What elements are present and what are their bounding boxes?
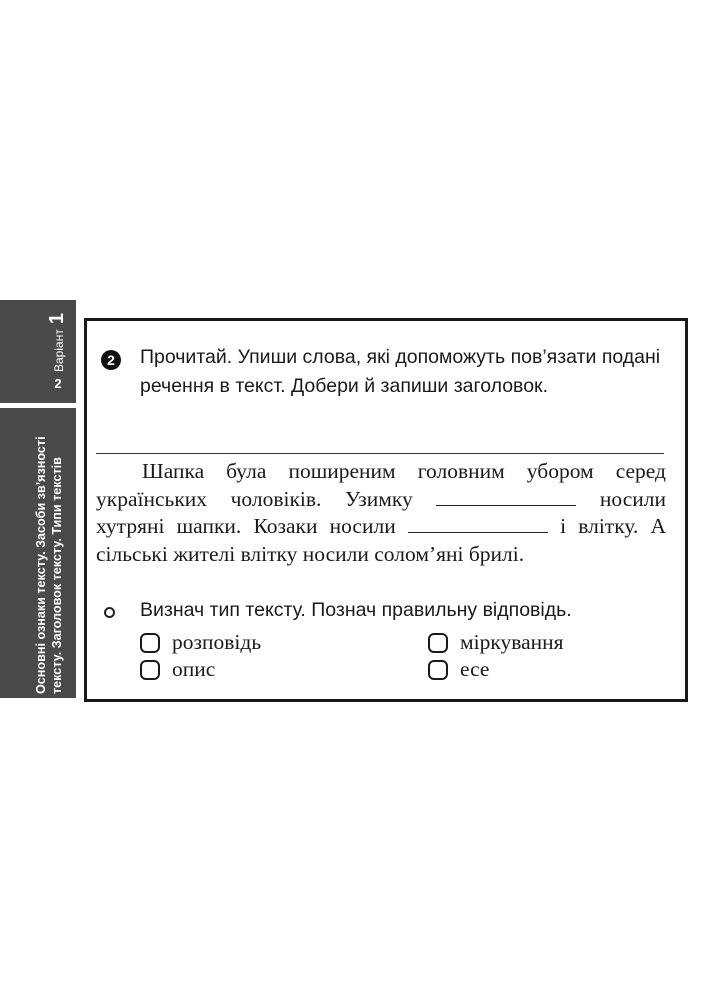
option-label: есе <box>460 657 490 681</box>
page-number: 2 <box>54 376 62 391</box>
checkbox-icon[interactable] <box>428 633 448 653</box>
answer-blank-2[interactable] <box>408 514 548 533</box>
question-text: Визнач тип тексту. Познач правильну відповідь. <box>140 599 572 621</box>
variant-label: Варіант <box>52 329 66 372</box>
option-label: розповідь <box>172 630 262 654</box>
text-part-3: і влітку. А сільські жителі влітку носили солом’яні брилі. <box>96 514 667 566</box>
title-answer-line[interactable] <box>96 453 664 454</box>
checkbox-icon[interactable] <box>140 633 160 653</box>
topic-line-1: Основні ознаки тексту. Засоби зв’язності <box>34 436 48 694</box>
task-number-badge: 2 <box>101 350 121 370</box>
checkbox-icon[interactable] <box>140 660 160 680</box>
option-mirkuvannia[interactable] <box>428 630 564 655</box>
option-label: опис <box>172 657 216 681</box>
circle-bullet-icon <box>104 607 115 618</box>
task-instruction: Прочитай. Упиши слова, які допоможуть пов’язати подані речення в текст. Добери й запиши заголовок. <box>140 346 661 397</box>
option-ese[interactable] <box>428 657 489 682</box>
topic-title <box>33 436 65 694</box>
variant-number: 1 <box>46 313 68 325</box>
option-label: міркування <box>460 630 564 654</box>
reading-text <box>96 458 666 568</box>
option-rozpovid[interactable] <box>140 630 261 655</box>
text-part-2: носили хутряні шапки. Козаки носили <box>96 486 666 538</box>
option-opys[interactable] <box>140 657 215 682</box>
answer-blank-1[interactable] <box>436 487 576 506</box>
topic-line-2: тексту. Заголовок тексту. Типи текстів <box>50 457 64 694</box>
text-part-1: Шапка була поширеним головним убором серед українських чоловіків. Узимку <box>96 459 666 511</box>
variant-heading <box>46 313 69 372</box>
checkbox-icon[interactable] <box>428 660 448 680</box>
